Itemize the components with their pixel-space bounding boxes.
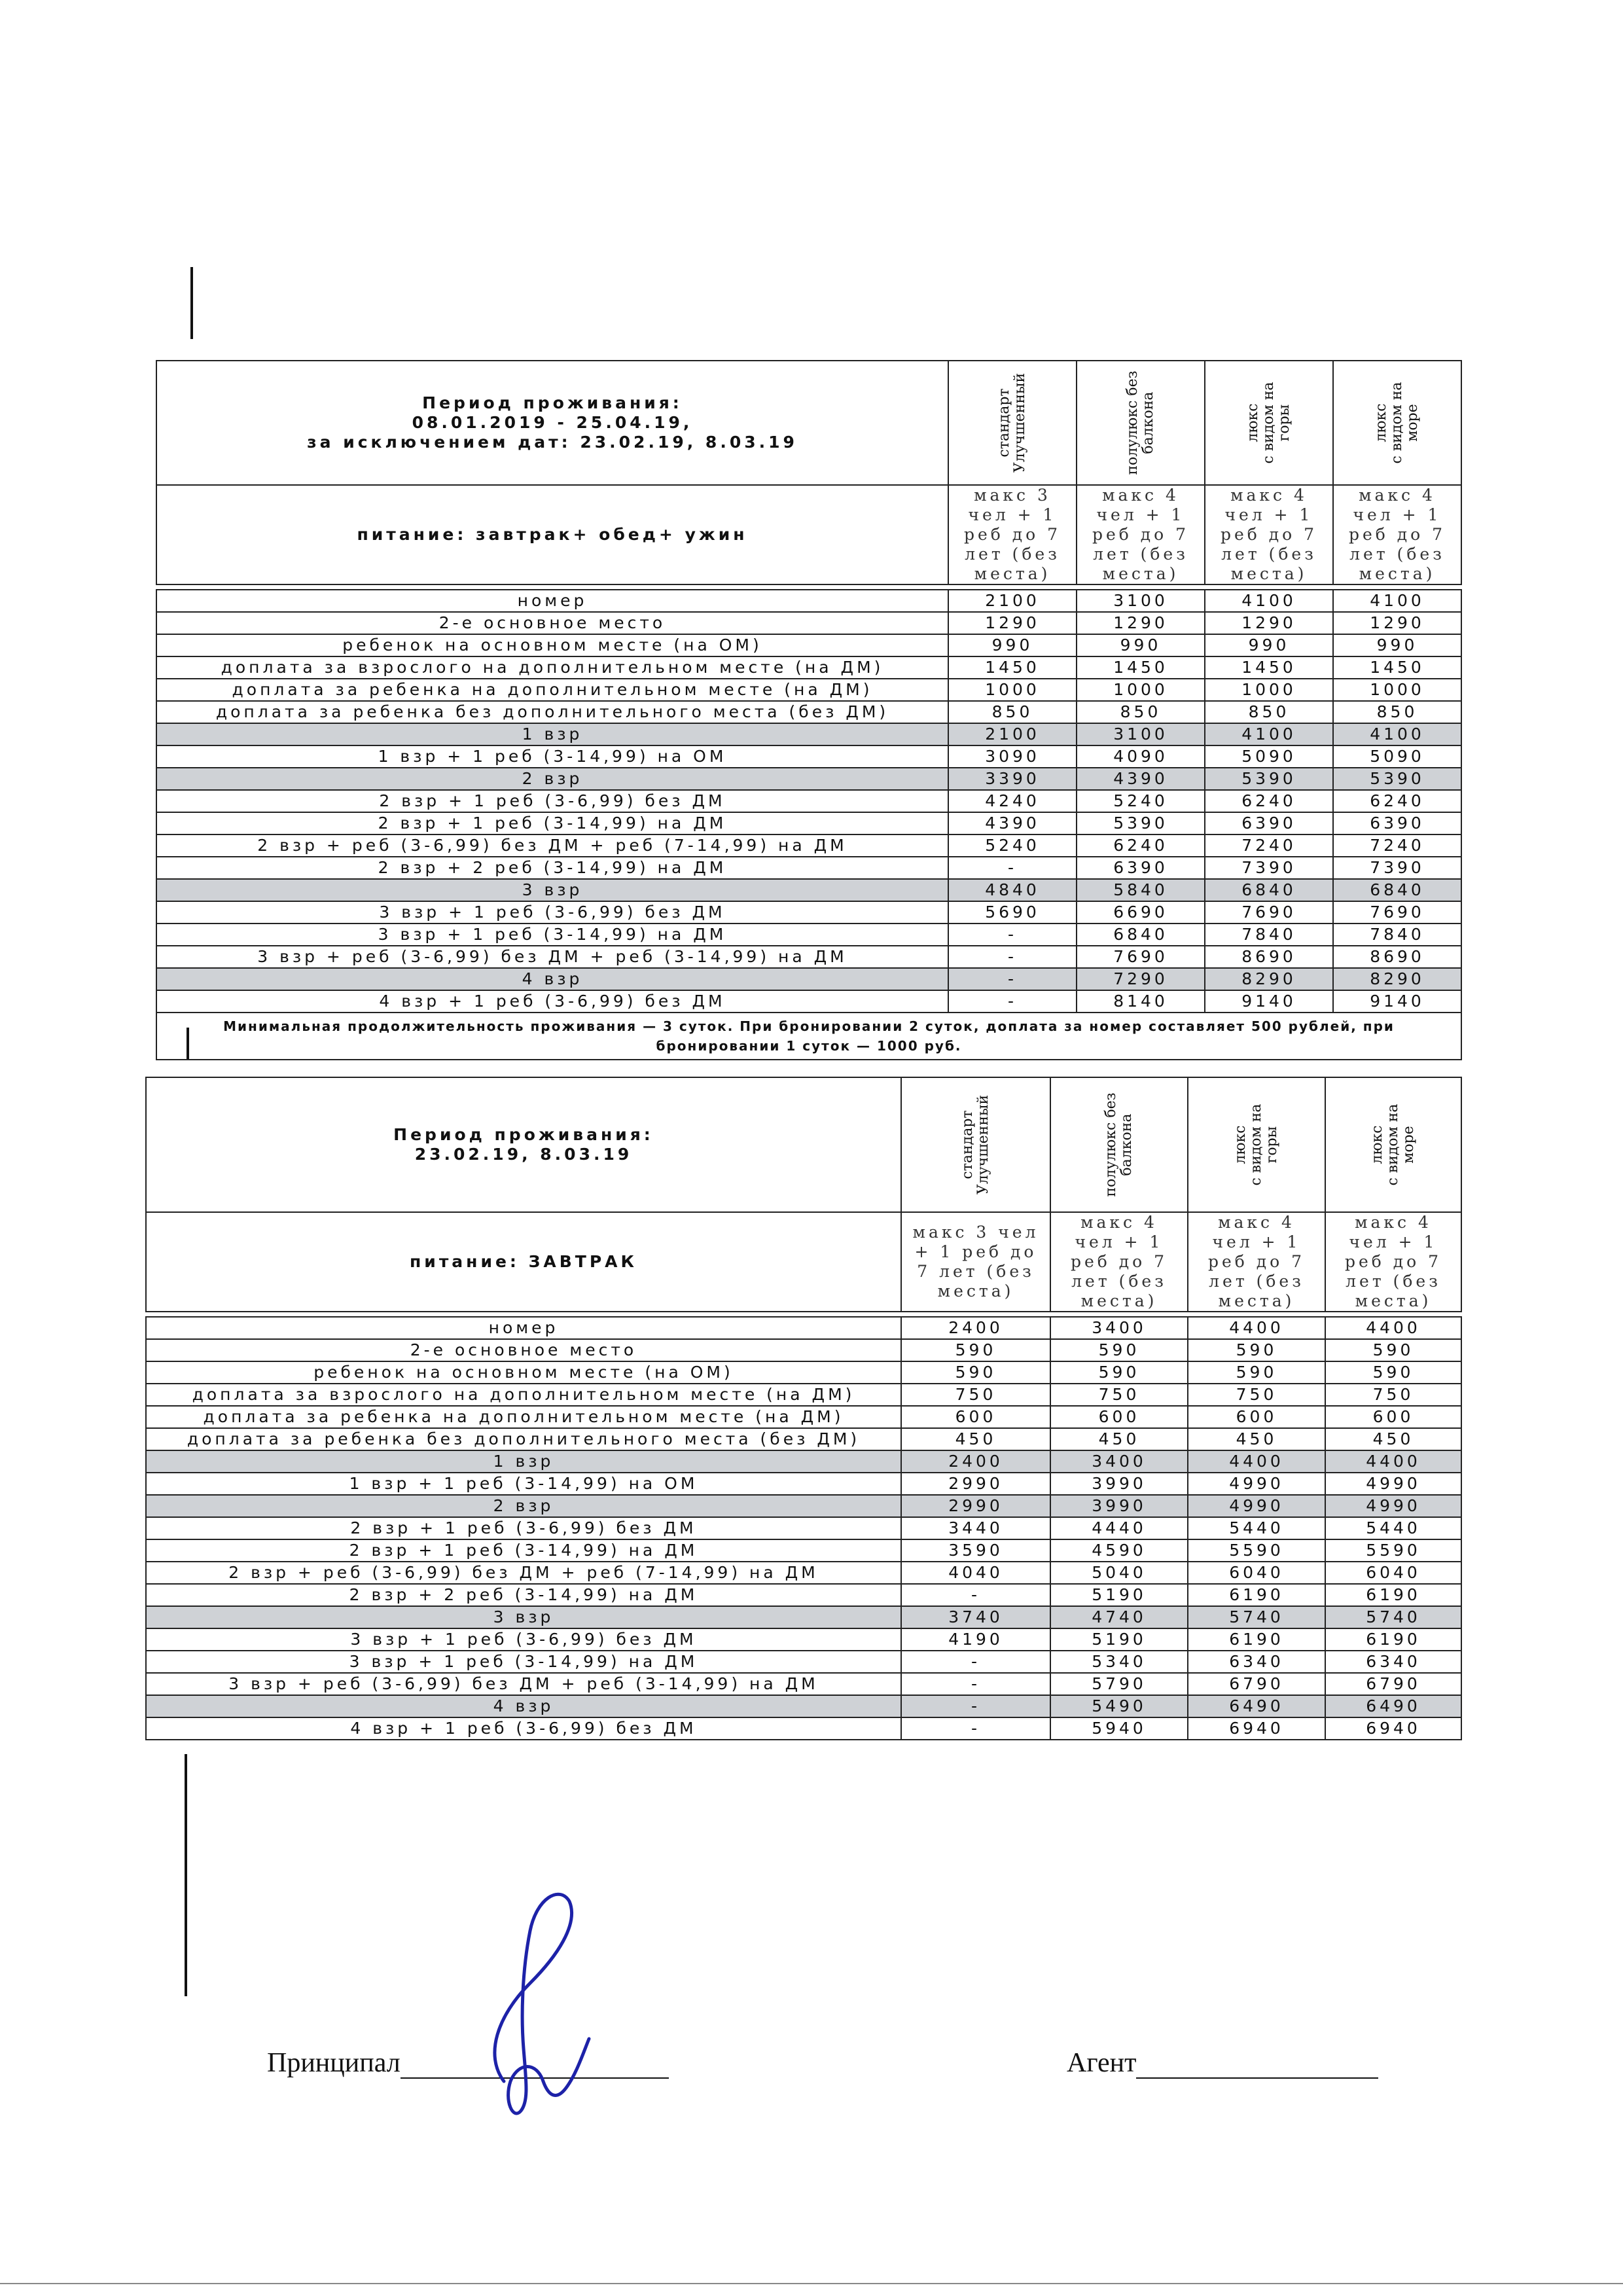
table-row [146,1339,1461,1361]
table-row [146,1517,1461,1539]
room-type-header: люкс с видом на море [1325,1077,1461,1212]
price-cell: 5390 [1205,768,1333,790]
table-row [146,1473,1461,1495]
price-cell: 6940 [1325,1717,1461,1740]
room-type-header: полулюкс без балкона [1077,361,1205,485]
price-cell: 850 [948,701,1077,723]
price-cell: 5190 [1050,1584,1188,1606]
price-cell: 600 [901,1406,1050,1428]
price-cell: 4100 [1205,590,1333,612]
price-cell: 5940 [1050,1717,1188,1740]
price-cell: 3100 [1077,590,1205,612]
price-cell: 5390 [1077,812,1205,834]
table-row [146,1628,1461,1651]
table-row [156,968,1461,990]
price-cell: 990 [948,634,1077,656]
price-cell: 6190 [1325,1584,1461,1606]
price-cell: 1450 [948,656,1077,679]
row-label: номер [156,590,948,612]
price-cell: 590 [1325,1339,1461,1361]
price-cell: 4240 [948,790,1077,812]
period-exceptions: за исключением дат: 23.02.19, 8.03.19 [307,433,798,452]
meal-plan: питание: ЗАВТРАК [146,1212,901,1312]
price-cell: 5340 [1050,1651,1188,1673]
price-cell: 2100 [948,590,1077,612]
price-cell: 750 [901,1384,1050,1406]
price-cell: 4390 [1077,768,1205,790]
price-cell: 5590 [1325,1539,1461,1562]
price-cell: 590 [1188,1361,1325,1384]
price-cell: 3090 [948,745,1077,768]
row-label: ребенок на основном месте (на ОМ) [146,1361,901,1384]
row-label: 4 взр + 1 реб (3-6,99) без ДМ [156,990,948,1013]
row-label: 2 взр + 1 реб (3-14,99) на ДМ [156,812,948,834]
room-type-header: стандарт Улучшенный [901,1077,1050,1212]
period-header [146,1077,901,1212]
table-row [146,1717,1461,1740]
price-cell: 7390 [1205,857,1333,879]
row-label: доплата за взрослого на дополнительном месте (на ДМ) [146,1384,901,1406]
row-label: 2 взр + 2 реб (3-14,99) на ДМ [146,1584,901,1606]
price-cell: 590 [1050,1339,1188,1361]
price-cell: 3590 [901,1539,1050,1562]
price-cell: 5240 [948,834,1077,857]
price-cell: 8290 [1333,968,1461,990]
capacity-note: макс 4 чел + 1 реб до 7 лет (без места) [1077,485,1205,584]
price-cell: 450 [1050,1428,1188,1450]
price-cell: - [948,946,1077,968]
scan-edge-line [0,2283,1623,2284]
price-cell: 4190 [901,1628,1050,1651]
price-cell: 5440 [1188,1517,1325,1539]
price-cell: - [901,1717,1050,1740]
price-cell: 9140 [1333,990,1461,1013]
table-row [156,723,1461,745]
price-cell: 1450 [1333,656,1461,679]
price-cell: 5240 [1077,790,1205,812]
agent-signature-line [1067,2047,1378,2079]
price-cell: 8290 [1205,968,1333,990]
table-row [146,1562,1461,1584]
table-row [146,1539,1461,1562]
price-cell: 5190 [1050,1628,1188,1651]
period-title: Период проживания: [393,1125,654,1144]
period-header [156,361,948,485]
price-cell: 8690 [1333,946,1461,968]
price-cell: 990 [1077,634,1205,656]
price-cell: 450 [1325,1428,1461,1450]
price-cell: 3740 [901,1606,1050,1628]
capacity-note: макс 4 чел + 1 реб до 7 лет (без места) [1325,1212,1461,1312]
price-cell: 7690 [1205,901,1333,924]
price-cell: 4740 [1050,1606,1188,1628]
price-table-1 [156,360,1462,1060]
price-cell: 1000 [948,679,1077,701]
table-row [156,590,1461,612]
table-row [156,812,1461,834]
price-table-2 [145,1077,1462,1740]
price-cell: 4400 [1188,1450,1325,1473]
price-cell: - [948,990,1077,1013]
price-cell: 8690 [1205,946,1333,968]
row-label: 1 взр + 1 реб (3-14,99) на ОМ [146,1473,901,1495]
row-label: 3 взр + 1 реб (3-6,99) без ДМ [146,1628,901,1651]
price-cell: 590 [1325,1361,1461,1384]
price-cell: 7840 [1333,924,1461,946]
price-cell: 6240 [1077,834,1205,857]
price-cell: 6490 [1188,1695,1325,1717]
margin-line [190,267,193,339]
row-label: 3 взр + реб (3-6,99) без ДМ + реб (3-14,99) на ДМ [146,1673,901,1695]
period-dates: 08.01.2019 - 25.04.19, [412,413,693,432]
price-cell: 6240 [1333,790,1461,812]
handwritten-signature [458,1885,628,2134]
table-row [156,745,1461,768]
price-cell: 2990 [901,1495,1050,1517]
price-cell: - [901,1695,1050,1717]
price-cell: 450 [1188,1428,1325,1450]
price-cell: 5390 [1333,768,1461,790]
price-cell: 1000 [1077,679,1205,701]
row-label: 2 взр + 2 реб (3-14,99) на ДМ [156,857,948,879]
table-row [156,612,1461,634]
price-cell: 5040 [1050,1562,1188,1584]
price-cell: 1000 [1205,679,1333,701]
table-row [146,1361,1461,1384]
table-row [146,1495,1461,1517]
price-cell: 4400 [1188,1317,1325,1339]
row-label: 3 взр [146,1606,901,1628]
price-cell: - [901,1673,1050,1695]
table-row [156,990,1461,1013]
row-label: 2 взр + реб (3-6,99) без ДМ + реб (7-14,99) на ДМ [146,1562,901,1584]
row-label: 2 взр [156,768,948,790]
price-cell: 6840 [1333,879,1461,901]
price-cell: 990 [1205,634,1333,656]
row-label: 4 взр [156,968,948,990]
price-cell: 6390 [1205,812,1333,834]
price-cell: 590 [1050,1361,1188,1384]
price-cell: 4090 [1077,745,1205,768]
price-cell: 4840 [948,879,1077,901]
price-cell: 1450 [1077,656,1205,679]
room-type-header: люкс с видом на море [1333,361,1461,485]
price-cell: 6840 [1205,879,1333,901]
price-cell: 4990 [1325,1473,1461,1495]
price-cell: 2100 [948,723,1077,745]
price-cell: 6190 [1188,1584,1325,1606]
price-cell: 600 [1188,1406,1325,1428]
price-cell: 4400 [1325,1450,1461,1473]
table-row [156,701,1461,723]
price-cell: 3400 [1050,1317,1188,1339]
price-cell: 6940 [1188,1717,1325,1740]
price-cell: - [948,857,1077,879]
price-cell: 6040 [1325,1562,1461,1584]
price-cell: 6040 [1188,1562,1325,1584]
capacity-note: макс 3 чел + 1 реб до 7 лет (без места) [948,485,1077,584]
row-label: 1 взр + 1 реб (3-14,99) на ОМ [156,745,948,768]
row-label: 4 взр [146,1695,901,1717]
price-cell: 6240 [1205,790,1333,812]
price-cell: 5440 [1325,1517,1461,1539]
price-cell: 4100 [1205,723,1333,745]
price-cell: 4990 [1325,1495,1461,1517]
price-cell: 5740 [1188,1606,1325,1628]
table-row [146,1584,1461,1606]
price-cell: - [901,1584,1050,1606]
price-cell: 600 [1325,1406,1461,1428]
price-cell: 2400 [901,1317,1050,1339]
price-cell: 3100 [1077,723,1205,745]
price-cell: 5090 [1205,745,1333,768]
table-row [146,1317,1461,1339]
price-cell: 450 [901,1428,1050,1450]
agent-label: Агент [1067,2048,1137,2078]
price-cell: 7390 [1333,857,1461,879]
price-cell: 750 [1325,1384,1461,1406]
price-cell: 3990 [1050,1473,1188,1495]
price-cell: 4400 [1325,1317,1461,1339]
price-cell: 8140 [1077,990,1205,1013]
price-cell: 4990 [1188,1473,1325,1495]
price-cell: 4040 [901,1562,1050,1584]
row-label: 2 взр + 1 реб (3-6,99) без ДМ [146,1517,901,1539]
price-cell: 5590 [1188,1539,1325,1562]
price-cell: 6190 [1325,1628,1461,1651]
row-label: 3 взр [156,879,948,901]
price-cell: 6790 [1188,1673,1325,1695]
table-row [156,901,1461,924]
price-cell: 5740 [1325,1606,1461,1628]
meal-plan: питание: завтрак+ обед+ ужин [156,485,948,584]
table-row [146,1406,1461,1428]
row-label: 3 взр + 1 реб (3-6,99) без ДМ [156,901,948,924]
price-cell: 850 [1077,701,1205,723]
capacity-note: макс 4 чел + 1 реб до 7 лет (без места) [1188,1212,1325,1312]
table-row [146,1384,1461,1406]
price-cell: 7290 [1077,968,1205,990]
table-row [156,857,1461,879]
row-label: номер [146,1317,901,1339]
row-label: 2-е основное место [156,612,948,634]
price-cell: 6690 [1077,901,1205,924]
table-row [156,634,1461,656]
price-cell: 3990 [1050,1495,1188,1517]
table-row [146,1695,1461,1717]
price-cell: 750 [1188,1384,1325,1406]
price-cell: 1290 [948,612,1077,634]
price-cell: - [901,1651,1050,1673]
price-cell: 5790 [1050,1673,1188,1695]
price-cell: 590 [901,1361,1050,1384]
room-type-header: люкс с видом на горы [1205,361,1333,485]
price-cell: 6340 [1188,1651,1325,1673]
price-cell: 1290 [1077,612,1205,634]
table-row [156,946,1461,968]
price-cell: 750 [1050,1384,1188,1406]
capacity-note: макс 3 чел + 1 реб до 7 лет (без места) [901,1212,1050,1312]
table-row [146,1606,1461,1628]
price-cell: 7690 [1333,901,1461,924]
room-type-header: полулюкс без балкона [1050,1077,1188,1212]
price-cell: 6790 [1325,1673,1461,1695]
table-row [146,1428,1461,1450]
row-label: 2-е основное место [146,1339,901,1361]
price-cell: 5840 [1077,879,1205,901]
price-cell: 5490 [1050,1695,1188,1717]
capacity-note: макс 4 чел + 1 реб до 7 лет (без места) [1205,485,1333,584]
booking-note: Минимальная продолжительность проживания — 3 суток. При бронировании 2 суток, доплата за номер составляет 500 рублей, при бронировании 1 суток — 1000 руб. [156,1013,1461,1060]
price-cell: - [948,968,1077,990]
price-cell: 6490 [1325,1695,1461,1717]
table-row [156,768,1461,790]
period-dates: 23.02.19, 8.03.19 [414,1145,633,1164]
row-label: ребенок на основном месте (на ОМ) [156,634,948,656]
price-cell: 1290 [1205,612,1333,634]
price-cell: 6390 [1077,857,1205,879]
table-row [156,924,1461,946]
principal-label: Принципал [267,2048,401,2078]
price-cell: 3390 [948,768,1077,790]
price-cell: 590 [901,1339,1050,1361]
table-row [146,1450,1461,1473]
price-cell: 590 [1188,1339,1325,1361]
price-cell: 4990 [1188,1495,1325,1517]
row-label: доплата за ребенка без дополнительного места (без ДМ) [146,1428,901,1450]
table-row [156,879,1461,901]
room-type-header: люкс с видом на горы [1188,1077,1325,1212]
table-row [156,834,1461,857]
price-cell: 850 [1205,701,1333,723]
price-cell: 6190 [1188,1628,1325,1651]
price-cell: 3400 [1050,1450,1188,1473]
row-label: 2 взр + 1 реб (3-6,99) без ДМ [156,790,948,812]
row-label: доплата за ребенка на дополнительном месте (на ДМ) [156,679,948,701]
price-cell: 5090 [1333,745,1461,768]
price-cell: 850 [1333,701,1461,723]
price-cell: 9140 [1205,990,1333,1013]
price-cell: 1000 [1333,679,1461,701]
price-cell: 4100 [1333,723,1461,745]
row-label: доплата за ребенка без дополнительного места (без ДМ) [156,701,948,723]
price-cell: 6840 [1077,924,1205,946]
table-row [156,656,1461,679]
price-cell: 4390 [948,812,1077,834]
price-cell: 4440 [1050,1517,1188,1539]
price-cell: 7240 [1205,834,1333,857]
price-cell: 5690 [948,901,1077,924]
margin-line [185,1754,187,1996]
table-row [146,1651,1461,1673]
table-row [156,790,1461,812]
period-title: Период проживания: [422,393,683,412]
row-label: 3 взр + реб (3-6,99) без ДМ + реб (3-14,99) на ДМ [156,946,948,968]
price-cell: 4590 [1050,1539,1188,1562]
row-label: 2 взр + 1 реб (3-14,99) на ДМ [146,1539,901,1562]
row-label: 3 взр + 1 реб (3-14,99) на ДМ [146,1651,901,1673]
price-cell: 1450 [1205,656,1333,679]
price-cell: 2990 [901,1473,1050,1495]
price-cell: 6340 [1325,1651,1461,1673]
table-row [146,1673,1461,1695]
row-label: 4 взр + 1 реб (3-6,99) без ДМ [146,1717,901,1740]
price-cell: 1290 [1333,612,1461,634]
capacity-note: макс 4 чел + 1 реб до 7 лет (без места) [1050,1212,1188,1312]
row-label: 2 взр [146,1495,901,1517]
price-cell: 3440 [901,1517,1050,1539]
room-type-header: стандарт Улучшенный [948,361,1077,485]
row-label: 1 взр [146,1450,901,1473]
price-cell: 7690 [1077,946,1205,968]
price-cell: - [948,924,1077,946]
price-cell: 990 [1333,634,1461,656]
price-cell: 7840 [1205,924,1333,946]
row-label: 3 взр + 1 реб (3-14,99) на ДМ [156,924,948,946]
row-label: 1 взр [156,723,948,745]
price-cell: 2400 [901,1450,1050,1473]
table-row [156,679,1461,701]
row-label: доплата за взрослого на дополнительном месте (на ДМ) [156,656,948,679]
price-cell: 600 [1050,1406,1188,1428]
row-label: 2 взр + реб (3-6,99) без ДМ + реб (7-14,99) на ДМ [156,834,948,857]
capacity-note: макс 4 чел + 1 реб до 7 лет (без места) [1333,485,1461,584]
price-cell: 6390 [1333,812,1461,834]
price-cell: 7240 [1333,834,1461,857]
price-cell: 4100 [1333,590,1461,612]
row-label: доплата за ребенка на дополнительном месте (на ДМ) [146,1406,901,1428]
